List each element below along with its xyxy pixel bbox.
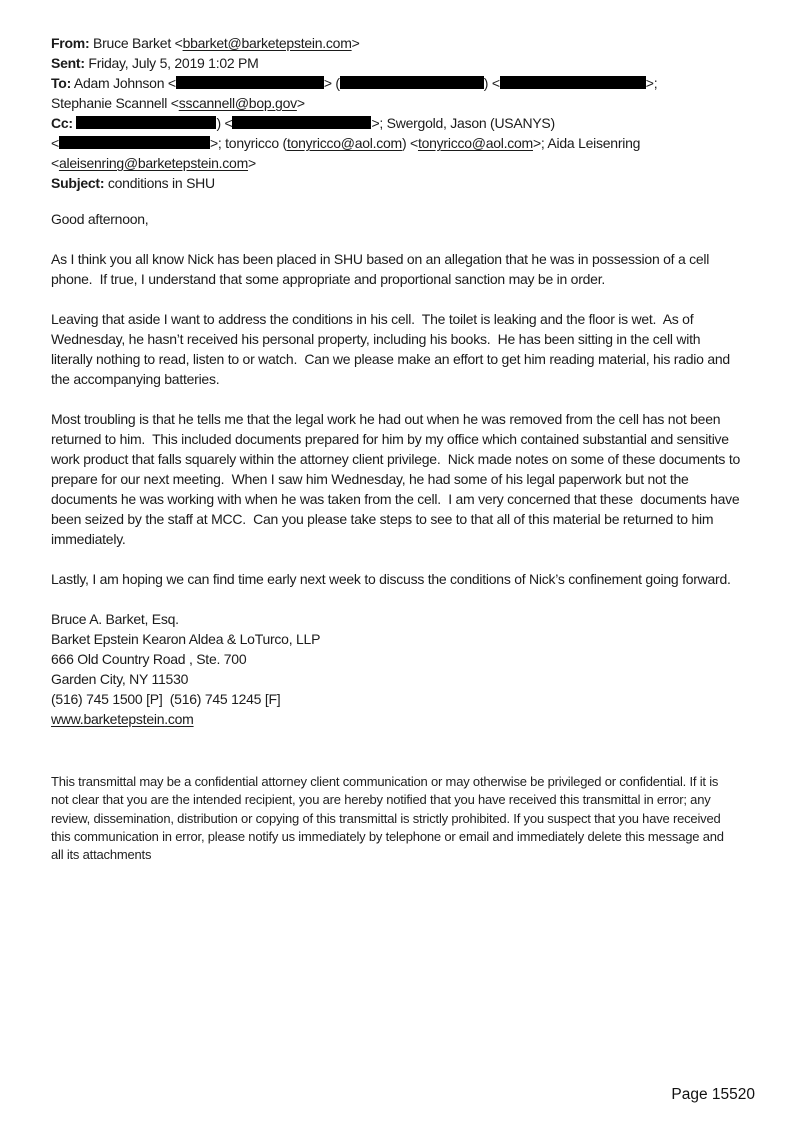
signature-address-2 bbox=[51, 669, 743, 689]
redaction-bar bbox=[59, 136, 210, 149]
email-link[interactable]: bbarket@barketepstein.com bbox=[182, 35, 352, 51]
email-link[interactable]: www.barketepstein.com bbox=[51, 711, 194, 727]
header-field-label: Subject: bbox=[51, 175, 105, 191]
text-segment: conditions in SHU bbox=[104, 175, 215, 191]
header-line-to bbox=[51, 73, 743, 93]
text-segment: ) < bbox=[483, 75, 500, 91]
redaction-bar bbox=[176, 76, 324, 89]
signature-name bbox=[51, 609, 743, 629]
header-line-sent bbox=[51, 53, 743, 73]
text-segment: ) < bbox=[401, 135, 418, 151]
header-field-label: Sent: bbox=[51, 55, 85, 71]
signature-phone bbox=[51, 689, 743, 709]
body-paragraph-4: Lastly, I am hoping we can find time early next week to discuss the conditions of Nick’s confinement going forward. bbox=[51, 571, 731, 587]
text-segment: Adam Johnson < bbox=[70, 75, 176, 91]
header-line-cc bbox=[51, 113, 743, 133]
header-line-cc-3 bbox=[51, 153, 743, 173]
text-segment: Garden City, NY 11530 bbox=[51, 671, 189, 687]
email-link[interactable]: tonyricco@aol.com bbox=[286, 135, 402, 151]
text-segment: (516) 745 1500 [P] (516) 745 1245 [F] bbox=[51, 691, 281, 707]
text-segment: < bbox=[51, 155, 59, 171]
text-segment: > bbox=[296, 95, 305, 111]
confidentiality-disclaimer: This transmittal may be a confidential attorney client communication or may otherwise be privileged or confidential. If it is not clear that you are the intended recipient, you are hereby notified that you have received this transmittal in error; any review, dissemination, distribution or copying of this transmittal is strictly prohibited. If you suspect that you have received this communication in error, please notify us immediately by telephone or email and immediately delete this message and all its attachments bbox=[51, 774, 728, 863]
redaction-bar bbox=[340, 76, 484, 89]
email-header bbox=[51, 33, 743, 193]
text-segment: > bbox=[248, 155, 256, 171]
body-paragraph-1: As I think you all know Nick has been placed in SHU based on an allegation that he was in possession of a cell phone. If true, I understand that some appropriate and proportional sanction may be in order. bbox=[51, 251, 713, 287]
header-line-from bbox=[51, 33, 743, 53]
header-field-label: Cc: bbox=[51, 115, 73, 131]
text-segment: >; tonyricco ( bbox=[209, 135, 287, 151]
email-link[interactable]: tonyricco@aol.com bbox=[417, 135, 533, 151]
text-segment: < bbox=[51, 135, 59, 151]
text-segment: Bruce A. Barket, Esq. bbox=[51, 611, 179, 627]
body-paragraph-3: Most troubling is that he tells me that the legal work he had out when he was removed from the cell has not been returned to him. This included documents prepared for him by my office which contained substantial and sensitive work product that falls squarely within the attorney client privilege. Nick made notes on some of these documents to prepare for our next meeting. When I saw him Wednesday, he had some of his legal paperwork but not the documents he was working with when he was taken from the cell. I am very concerned that these documents have been seized by the staff at MCC. Can you please take steps to see to that all of this material be returned to him immediately. bbox=[51, 411, 744, 547]
redaction-bar bbox=[500, 76, 646, 89]
signature-firm bbox=[51, 629, 743, 649]
header-line-subject bbox=[51, 173, 743, 193]
header-field-label: To: bbox=[51, 75, 71, 91]
body-paragraph-greeting: Good afternoon, bbox=[51, 211, 149, 227]
text-segment: Friday, July 5, 2019 1:02 PM bbox=[84, 55, 259, 71]
signature-address-1 bbox=[51, 649, 743, 669]
text-segment: Barket Epstein Kearon Aldea & LoTurco, LLP bbox=[51, 631, 321, 647]
page-number: Page 15520 bbox=[671, 1086, 755, 1103]
redaction-bar bbox=[232, 116, 371, 129]
header-line-cc-2 bbox=[51, 133, 743, 153]
text-segment: 666 Old Country Road , Ste. 700 bbox=[51, 651, 247, 667]
text-segment: > bbox=[351, 35, 360, 51]
header-field-label: From: bbox=[51, 35, 90, 51]
header-line-to-2 bbox=[51, 93, 743, 113]
text-segment: >; Swergold, Jason (USANYS) bbox=[371, 115, 555, 131]
text-segment: >; Aida Leisenring bbox=[532, 135, 641, 151]
text-segment: ) < bbox=[216, 115, 233, 131]
text-segment: >; bbox=[645, 75, 658, 91]
signature-block bbox=[51, 609, 743, 729]
text-segment: > ( bbox=[323, 75, 340, 91]
text-segment: Bruce Barket < bbox=[89, 35, 183, 51]
email-link[interactable]: sscannell@bop.gov bbox=[178, 95, 297, 111]
body-paragraph-2: Leaving that aside I want to address the conditions in his cell. The toilet is leaking and the floor is wet. As of Wednesday, he hasn’t received his personal property, including his books. He has been sitting in the cell with literally nothing to read, listen to or watch. Can we please make an effort to get him reading material, his radio and the accompanying batteries. bbox=[51, 311, 734, 387]
signature-website bbox=[51, 709, 743, 729]
email-link[interactable]: aleisenring@barketepstein.com bbox=[58, 155, 249, 171]
redaction-bar bbox=[76, 116, 216, 129]
text-segment: Stephanie Scannell < bbox=[51, 95, 179, 111]
email-body bbox=[51, 209, 743, 589]
